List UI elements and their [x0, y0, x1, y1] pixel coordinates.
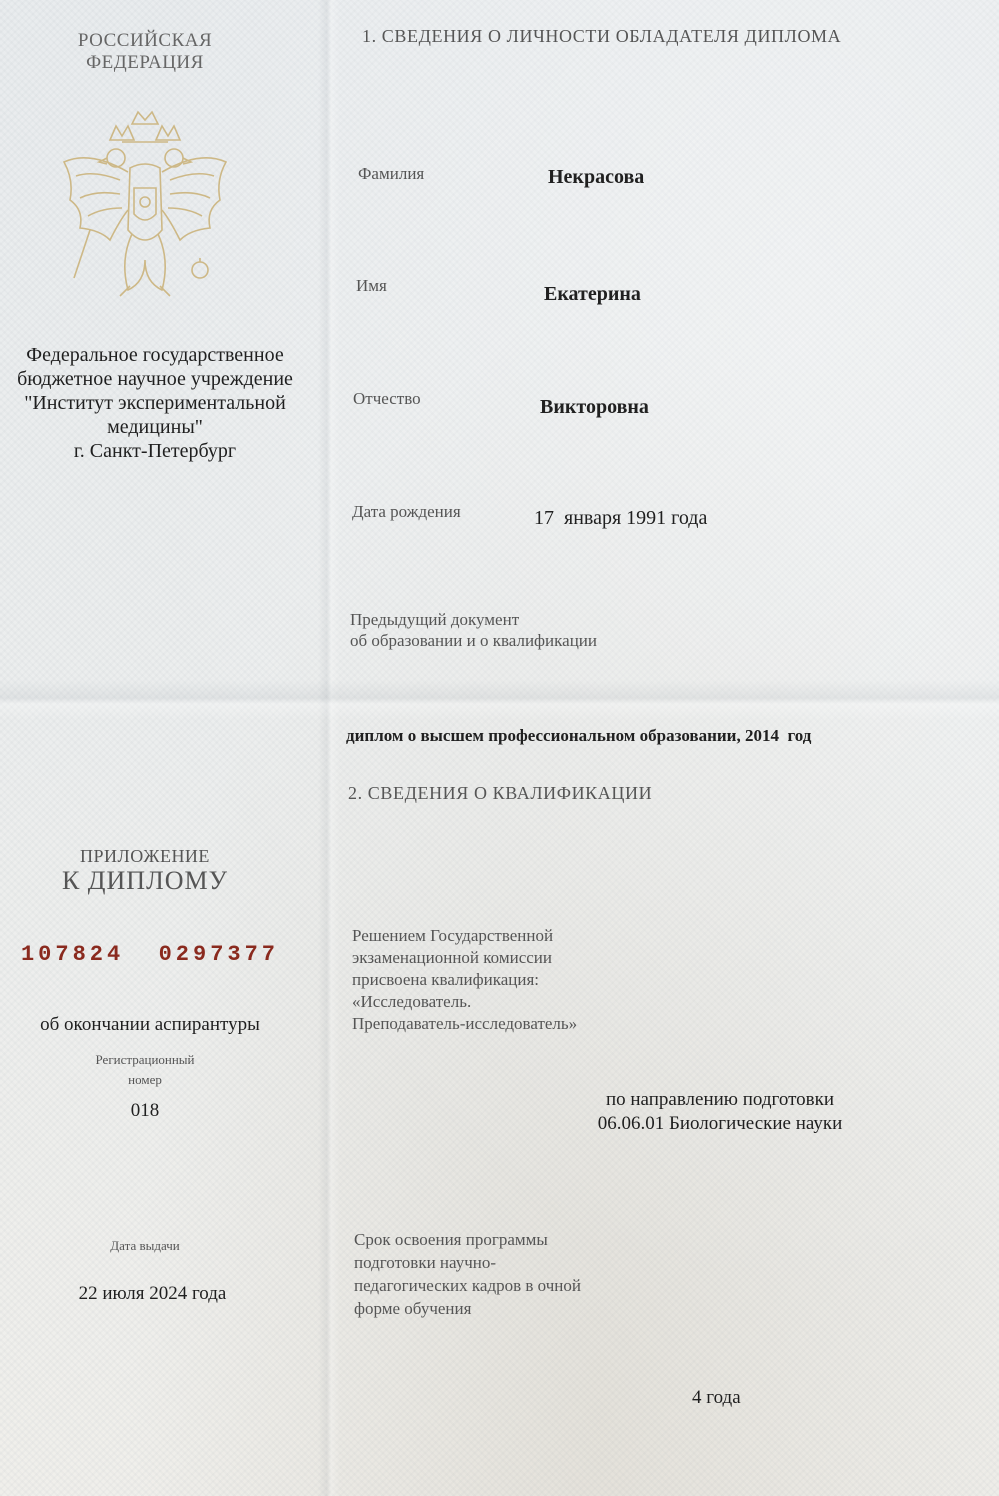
- registration-number: 018: [130, 1100, 160, 1121]
- country-line-2: ФЕДЕРАЦИЯ: [86, 52, 204, 73]
- section1-title: 1. СВЕДЕНИЯ О ЛИЧНОСТИ ОБЛАДАТЕЛЯ ДИПЛОМА: [362, 26, 842, 46]
- country-line-1: РОССИЙСКАЯ: [77, 30, 213, 51]
- vertical-fold: [318, 0, 340, 1496]
- birthdate-label: Дата рождения: [352, 502, 461, 521]
- registration-label-line-1: Регистрационный: [95, 1052, 195, 1067]
- training-direction: [560, 1088, 880, 1136]
- term-line-2: подготовки научно-: [354, 1253, 497, 1272]
- surname-label: Фамилия: [358, 164, 425, 183]
- decision-line-2: экзаменационной комиссии: [352, 948, 552, 967]
- term-line-3: педагогических кадров в очной: [354, 1276, 581, 1295]
- qualification-decision: [352, 925, 577, 1035]
- name-label: Имя: [356, 276, 387, 295]
- previous-document-label-line-2: об образовании и о квалификации: [350, 631, 597, 650]
- decision-line-5: Преподаватель-исследователь»: [352, 1014, 578, 1033]
- study-term-value: 4 года: [692, 1387, 741, 1408]
- section2-title: 2. СВЕДЕНИЯ О КВАЛИФИКАЦИИ: [348, 783, 653, 803]
- coat-of-arms-icon: [50, 110, 240, 310]
- registration-label: [45, 1050, 245, 1090]
- surname-value: Некрасова: [548, 166, 645, 188]
- institution-line-4: медицины": [107, 416, 203, 438]
- patronymic-value: Викторовна: [540, 396, 649, 418]
- previous-document-label-line-1: Предыдущий документ: [350, 610, 520, 629]
- decision-line-3: присвоена квалификация:: [352, 970, 540, 989]
- direction-line-1: по направлению подготовки: [605, 1089, 835, 1110]
- study-term-label: [354, 1228, 581, 1320]
- horizontal-fold: [0, 680, 999, 720]
- patronymic-label: Отчество: [353, 389, 421, 408]
- institution-line-2: бюджетное научное учреждение: [17, 368, 293, 390]
- institution-line-1: Федеральное государственное: [26, 344, 284, 366]
- term-line-1: Срок освоения программы: [354, 1230, 548, 1249]
- previous-document-value: диплом о высшем профессиональном образовании, 2014 год: [346, 726, 812, 745]
- completion-type: об окончании аспирантуры: [40, 1014, 260, 1035]
- registration-label-line-2: номер: [128, 1072, 162, 1087]
- direction-line-2: 06.06.01 Биологические науки: [597, 1113, 843, 1134]
- term-line-4: форме обучения: [354, 1299, 472, 1318]
- appendix-label: ПРИЛОЖЕНИЕ: [80, 846, 210, 866]
- institution-line-3: "Институт экспериментальной: [24, 392, 286, 414]
- previous-document-label: [350, 609, 597, 651]
- issue-date-label: Дата выдачи: [110, 1238, 180, 1253]
- issue-date: 22 июля 2024 года: [78, 1283, 227, 1304]
- birthdate-value: 17 января 1991 года: [534, 507, 708, 529]
- decision-line-4: «Исследователь.: [352, 992, 472, 1011]
- institution-name: [0, 343, 310, 463]
- institution-city: г. Санкт-Петербург: [73, 440, 237, 462]
- serial-number: 107824 0297377: [20, 942, 280, 967]
- decision-line-1: Решением Государственной: [352, 926, 554, 945]
- appendix-title: К ДИПЛОМУ: [61, 866, 229, 895]
- country-name: [20, 30, 270, 74]
- name-value: Екатерина: [544, 283, 641, 305]
